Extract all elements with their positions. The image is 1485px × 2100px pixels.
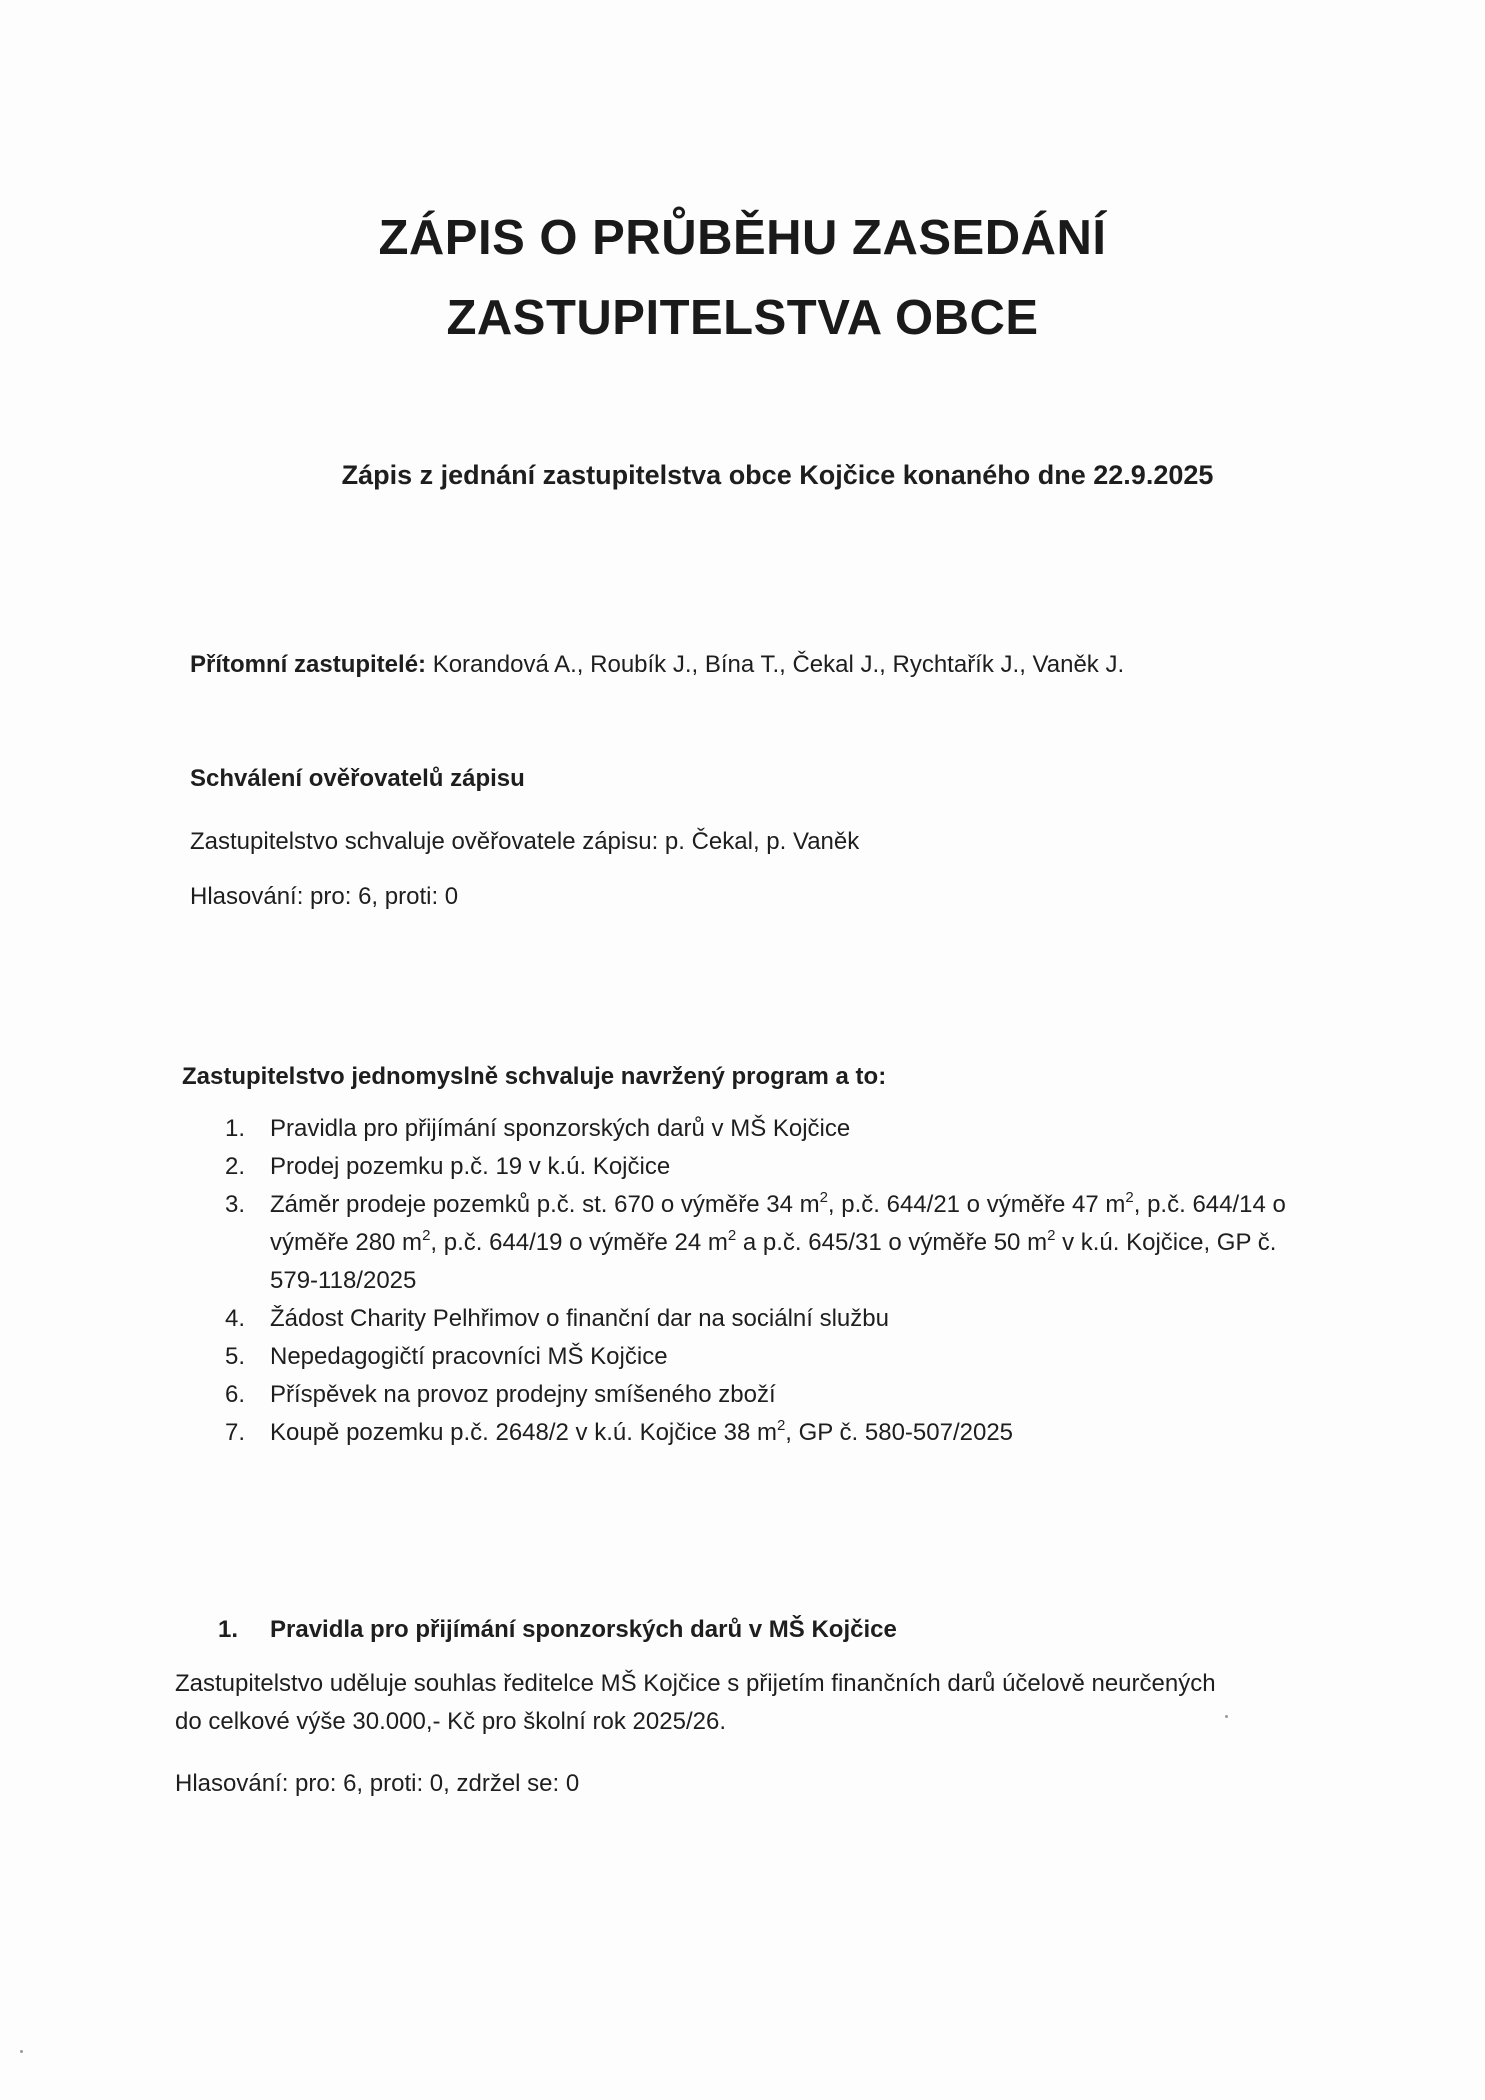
program-item (225, 1148, 1300, 1186)
program-item-text: Prodej pozemku p.č. 19 v k.ú. Kojčice (270, 1153, 671, 1180)
program-item-text: Příspěvek na provoz prodejny smíšeného zboží (270, 1381, 776, 1408)
program-item-text: Žádost Charity Pelhřimov o finanční dar na sociální službu (270, 1305, 889, 1332)
section-1-title: Pravidla pro přijímání sponzorských darů v MŠ Kojčice (270, 1616, 897, 1643)
approval-text: Zastupitelstvo schvaluje ověřovatele zápisu: p. Čekal, p. Vaněk (190, 828, 860, 855)
document-subtitle: Zápis z jednání zastupitelstva obce Kojčice konaného dne 22.9.2025 (341, 460, 1214, 490)
program-item (225, 1186, 1300, 1300)
program-item-number: 2. (225, 1153, 246, 1180)
program-item (225, 1110, 1300, 1148)
program-item-number: 6. (225, 1381, 246, 1408)
section-1-vote: Hlasování: pro: 6, proti: 0, zdržel se: 0 (175, 1770, 580, 1797)
program-item-text: Koupě pozemku p.č. 2648/2 v k.ú. Kojčice 38 $m^2$, GP č. 580-507/2025 (270, 1417, 1014, 1446)
present-members-names: Korandová A., Roubík J., Bína T., Čekal J., Rychtařík J., Vaněk J. (426, 651, 1125, 678)
program-item-text: Pravidla pro přijímání sponzorských darů v MŠ Kojčice (270, 1115, 851, 1142)
program-item-number: 5. (225, 1343, 246, 1370)
present-members-label: Přítomní zastupitelé: (190, 651, 427, 678)
document-title-line-1: ZÁPIS O PRŮBĚHU ZASEDÁNÍ (378, 211, 1107, 265)
program-item-number: 1. (225, 1115, 246, 1142)
scan-speck (20, 2050, 23, 2053)
program-item-number: 4. (225, 1305, 246, 1332)
scan-speck (1225, 1715, 1228, 1718)
program-item-number: 3. (225, 1191, 246, 1218)
section-1-number: 1. (218, 1616, 239, 1643)
approval-heading: Schválení ověřovatelů zápisu (190, 765, 525, 792)
approval-vote: Hlasování: pro: 6, proti: 0 (190, 883, 459, 910)
program-item-text: Záměr prodeje pozemků p.č. st. 670 o výměře 34 $m^2$, p.č. 644/21 o výměře 47 $m^2$, p.č. 644/14 o výměře 280 $m^2$, p.č. 644/19 o výměře 24 $m^2$ a p.č. 645/31 o výměře 50 $m^2$ v k.ú. Kojčice, GP č. 579-118/2025 (270, 1189, 1286, 1294)
present-members (190, 648, 1124, 682)
program-item (225, 1338, 1300, 1376)
program-item-number: 7. (225, 1419, 246, 1446)
program-list (225, 1110, 1300, 1452)
section-1-text: Zastupitelstvo uděluje souhlas ředitelce MŠ Kojčice s přijetím finančních darů účelově neurčených do celkové výše 30.000,- Kč pro školní rok 2025/26. (175, 1670, 1216, 1735)
program-item (225, 1414, 1300, 1452)
section-1-heading (218, 1613, 897, 1647)
program-item (225, 1376, 1300, 1414)
program-item (225, 1300, 1300, 1338)
program-heading: Zastupitelstvo jednomyslně schvaluje navržený program a to: (182, 1063, 887, 1090)
document-title-line-2: ZASTUPITELSTVA OBCE (446, 291, 1039, 345)
program-item-text: Nepedagogičtí pracovníci MŠ Kojčice (270, 1343, 668, 1370)
